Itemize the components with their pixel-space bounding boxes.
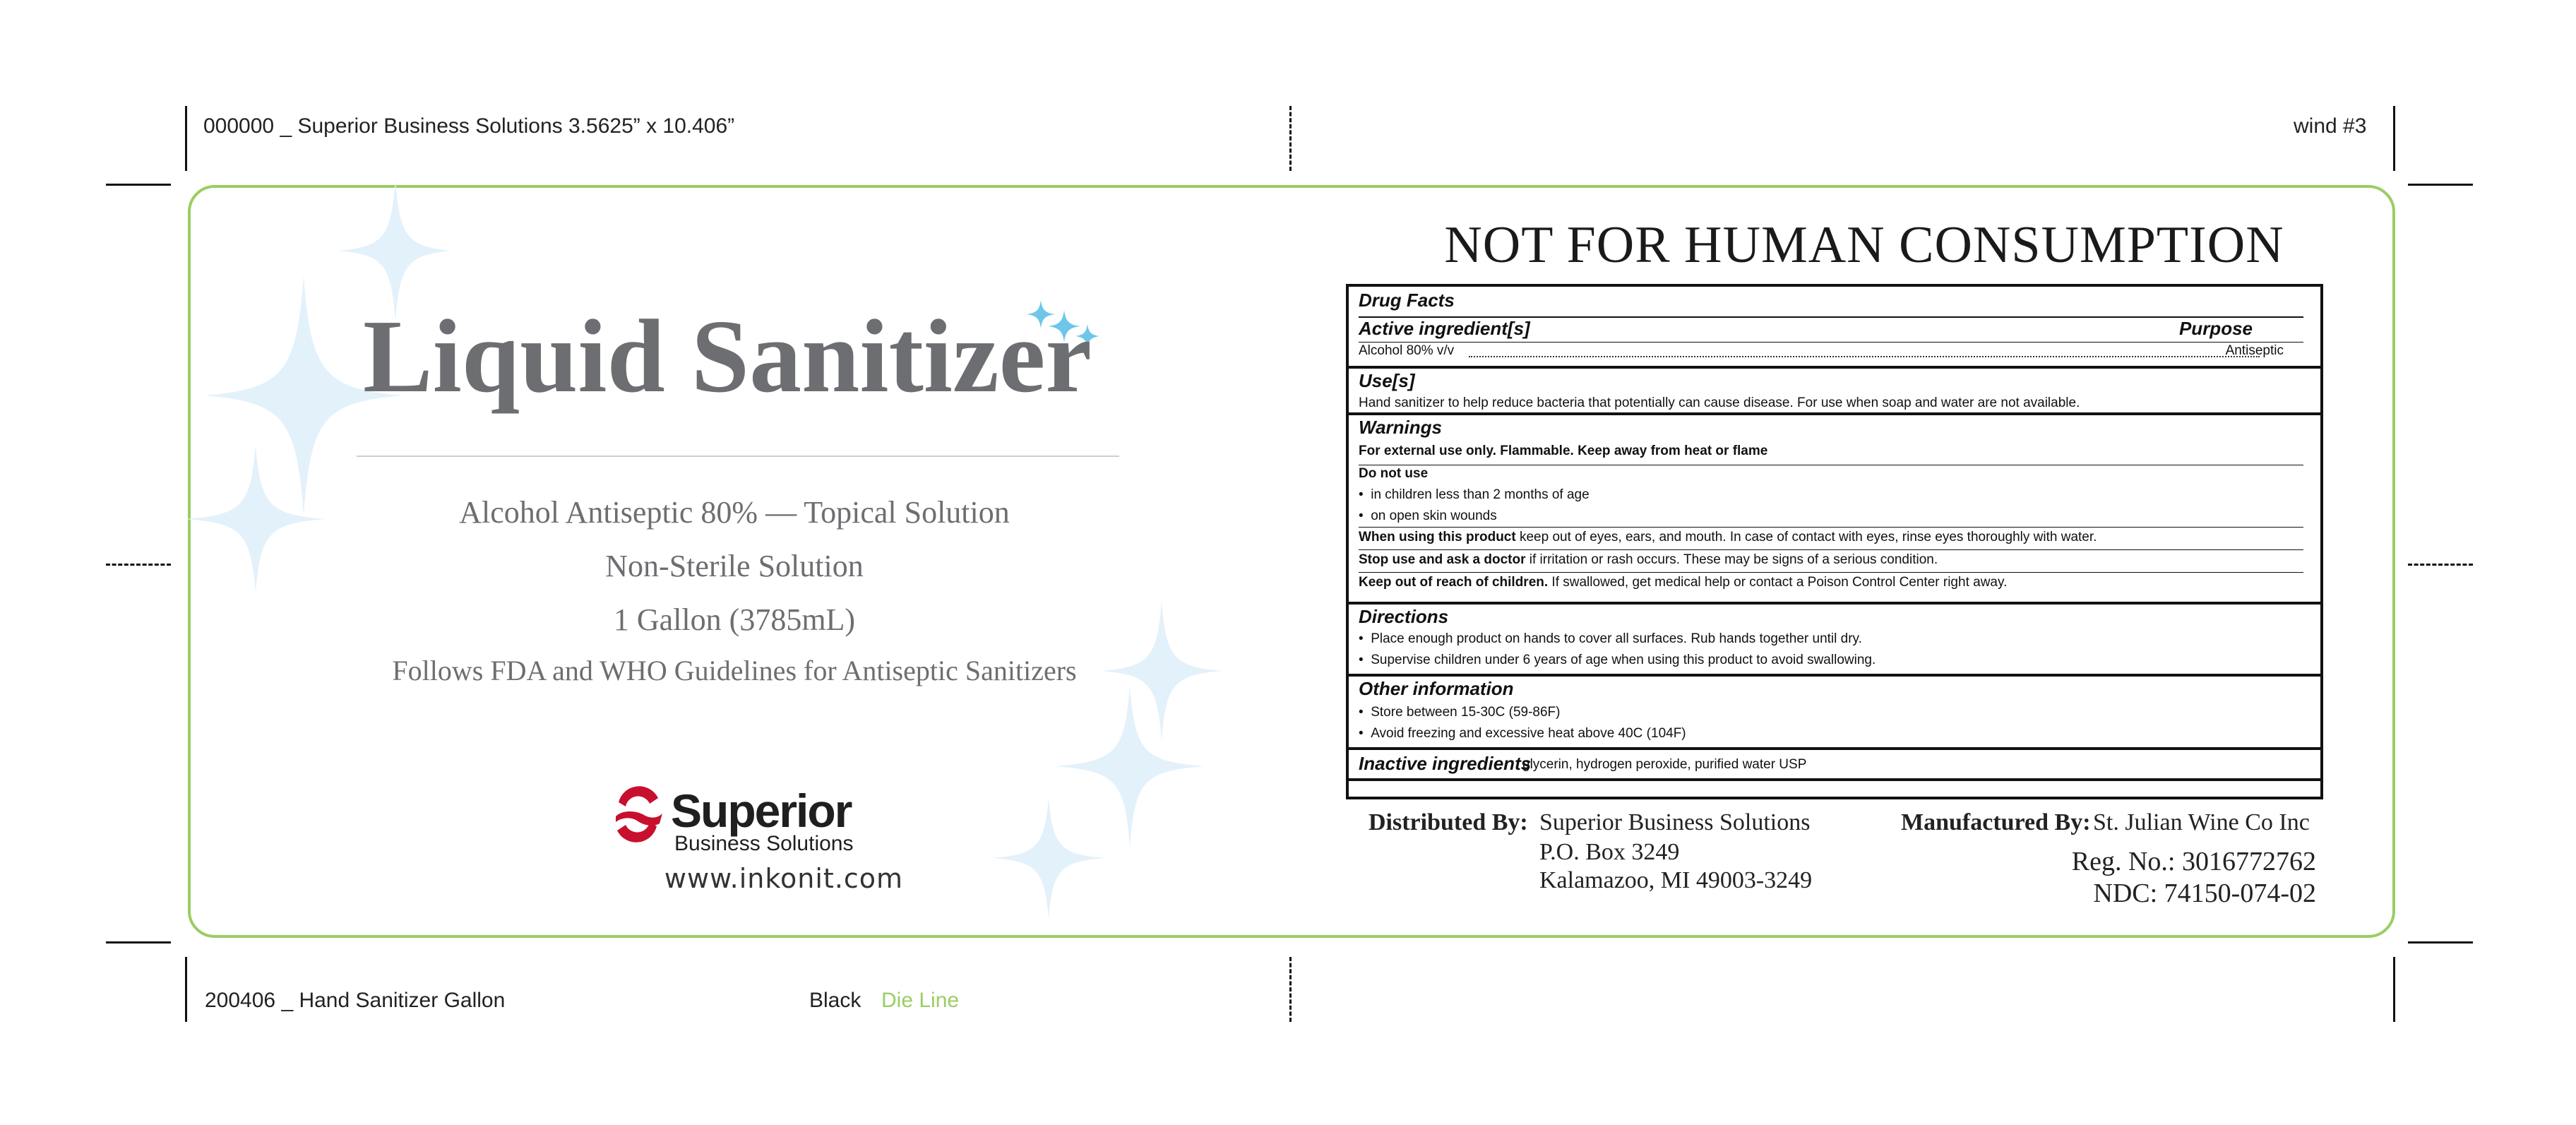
manufacturer-name: St. Julian Wine Co Inc: [2093, 809, 2310, 835]
other-info-item: • Store between 15-30C (59-86F): [1359, 705, 1561, 720]
fold-mark-top-center: [1289, 106, 1292, 171]
active-ingredient-item: Alcohol 80% v/v: [1359, 343, 1455, 358]
crop-mark-top-left: [185, 106, 187, 171]
warnings-rule: [1359, 527, 2303, 528]
active-rule: [1359, 342, 2303, 343]
keep-out-of-reach-warning: Keep out of reach of children. If swallowed, get medical help or contact a Poison Control Center right away.: [1359, 575, 2008, 590]
active-purpose: Antiseptic: [2225, 343, 2284, 358]
logo-subtitle: Business Solutions: [674, 832, 854, 855]
other-info-section: [1349, 674, 2320, 747]
product-descriptor: Alcohol Antiseptic 80% — Topical Solution: [459, 495, 1010, 530]
inactive-text: glycerin, hydrogen peroxide, purified water USP: [1522, 757, 1807, 772]
ndc-number: NDC: 74150-074-02: [2093, 879, 2316, 908]
product-title: Liquid Sanitizer: [362, 299, 1092, 415]
color-dieline-label: Die Line: [881, 989, 960, 1012]
directions-item: • Place enough product on hands to cover all surfaces. Rub hands together until dry.: [1359, 631, 1862, 646]
other-info-item: • Avoid freezing and excessive heat above 40C (104F): [1359, 726, 1686, 741]
purpose-heading: Purpose: [2178, 318, 2253, 339]
do-not-use-heading: Do not use: [1359, 466, 1429, 481]
consumption-warning: NOT FOR HUMAN CONSUMPTION: [1444, 216, 2284, 274]
superior-logo-icon: [609, 785, 667, 843]
sparkle-icon: [992, 798, 1105, 918]
crop-mark-bottom-left: [185, 957, 187, 1022]
guidelines-note: Follows FDA and WHO Guidelines for Antiseptic Sanitizers: [392, 655, 1077, 686]
when-using-warning: When using this product keep out of eyes, ears, and mouth. In case of contact with eyes, rinse eyes thoroughly with water.: [1359, 530, 2097, 544]
manufactured-by-label: Manufactured By:: [1901, 809, 2091, 835]
sparkle-icon: [185, 445, 326, 593]
distributed-by-label: Distributed By:: [1368, 809, 1528, 835]
sterility-note: Non-Sterile Solution: [605, 549, 864, 583]
fold-mark-bottom-center: [1289, 957, 1292, 1022]
fold-mark-left-middle: [106, 564, 171, 566]
directions-item: • Supervise children under 6 years of age when using this product to avoid swallowing.: [1359, 653, 1876, 667]
uses-heading: Use[s]: [1359, 370, 1415, 391]
warnings-section: [1349, 412, 2320, 602]
warnings-heading: Warnings: [1359, 417, 1442, 438]
inactive-heading: Inactive ingredients: [1359, 753, 1532, 774]
other-info-heading: Other information: [1359, 678, 1514, 699]
directions-heading: Directions: [1359, 606, 1449, 627]
directions-section: [1349, 602, 2320, 674]
drug-facts-footer: [1349, 778, 2320, 797]
color-black-label: Black: [809, 989, 861, 1012]
stop-use-warning: Stop use and ask a doctor if irritation or rash occurs. These may be signs of a serious condition.: [1359, 552, 1938, 567]
crop-mark-bottom-right: [2393, 957, 2395, 1022]
drug-facts-panel: [1346, 284, 2323, 799]
crop-mark-right-top: [2408, 184, 2473, 186]
title-divider: [357, 456, 1119, 457]
crop-mark-right-bottom: [2408, 941, 2473, 944]
crop-mark-left-top: [106, 184, 171, 186]
crop-mark-top-right: [2393, 106, 2395, 171]
warnings-rule: [1359, 572, 2303, 573]
leader-dots: [1469, 356, 2260, 357]
crop-mark-left-bottom: [106, 941, 171, 944]
do-not-use-item: • on open skin wounds: [1359, 508, 1497, 523]
job-slug-top-left: 000000 _ Superior Business Solutions 3.5625” x 10.406”: [203, 114, 735, 138]
volume-label: 1 Gallon (3785mL): [613, 602, 856, 637]
fold-mark-right-middle: [2408, 564, 2473, 566]
distributor-address-1: P.O. Box 3249: [1539, 839, 1680, 865]
logo-wordmark: Superior: [671, 785, 852, 837]
job-slug-bottom-left: 200406 _ Hand Sanitizer Gallon: [205, 989, 506, 1012]
registration-number: Reg. No.: 3016772762: [2071, 847, 2316, 876]
uses-text: Hand sanitizer to help reduce bacteria that potentially can cause disease. For use when soap and water are not available.: [1359, 395, 2080, 410]
drug-facts-title: Drug Facts: [1359, 290, 1455, 311]
external-use-warning: For external use only. Flammable. Keep away from heat or flame: [1359, 444, 1768, 458]
distributor-address-2: Kalamazoo, MI 49003-3249: [1539, 867, 1813, 893]
job-slug-top-right: wind #3: [2294, 114, 2367, 138]
do-not-use-item: • in children less than 2 months of age: [1359, 487, 1590, 502]
warnings-rule: [1359, 549, 2303, 550]
distributor-name: Superior Business Solutions: [1539, 809, 1811, 835]
uses-section: [1349, 366, 2320, 411]
active-ingredient-heading: Active ingredient[s]: [1359, 318, 1530, 339]
website-url: www.inkonit.com: [664, 863, 904, 894]
inactive-section: [1349, 747, 2320, 778]
